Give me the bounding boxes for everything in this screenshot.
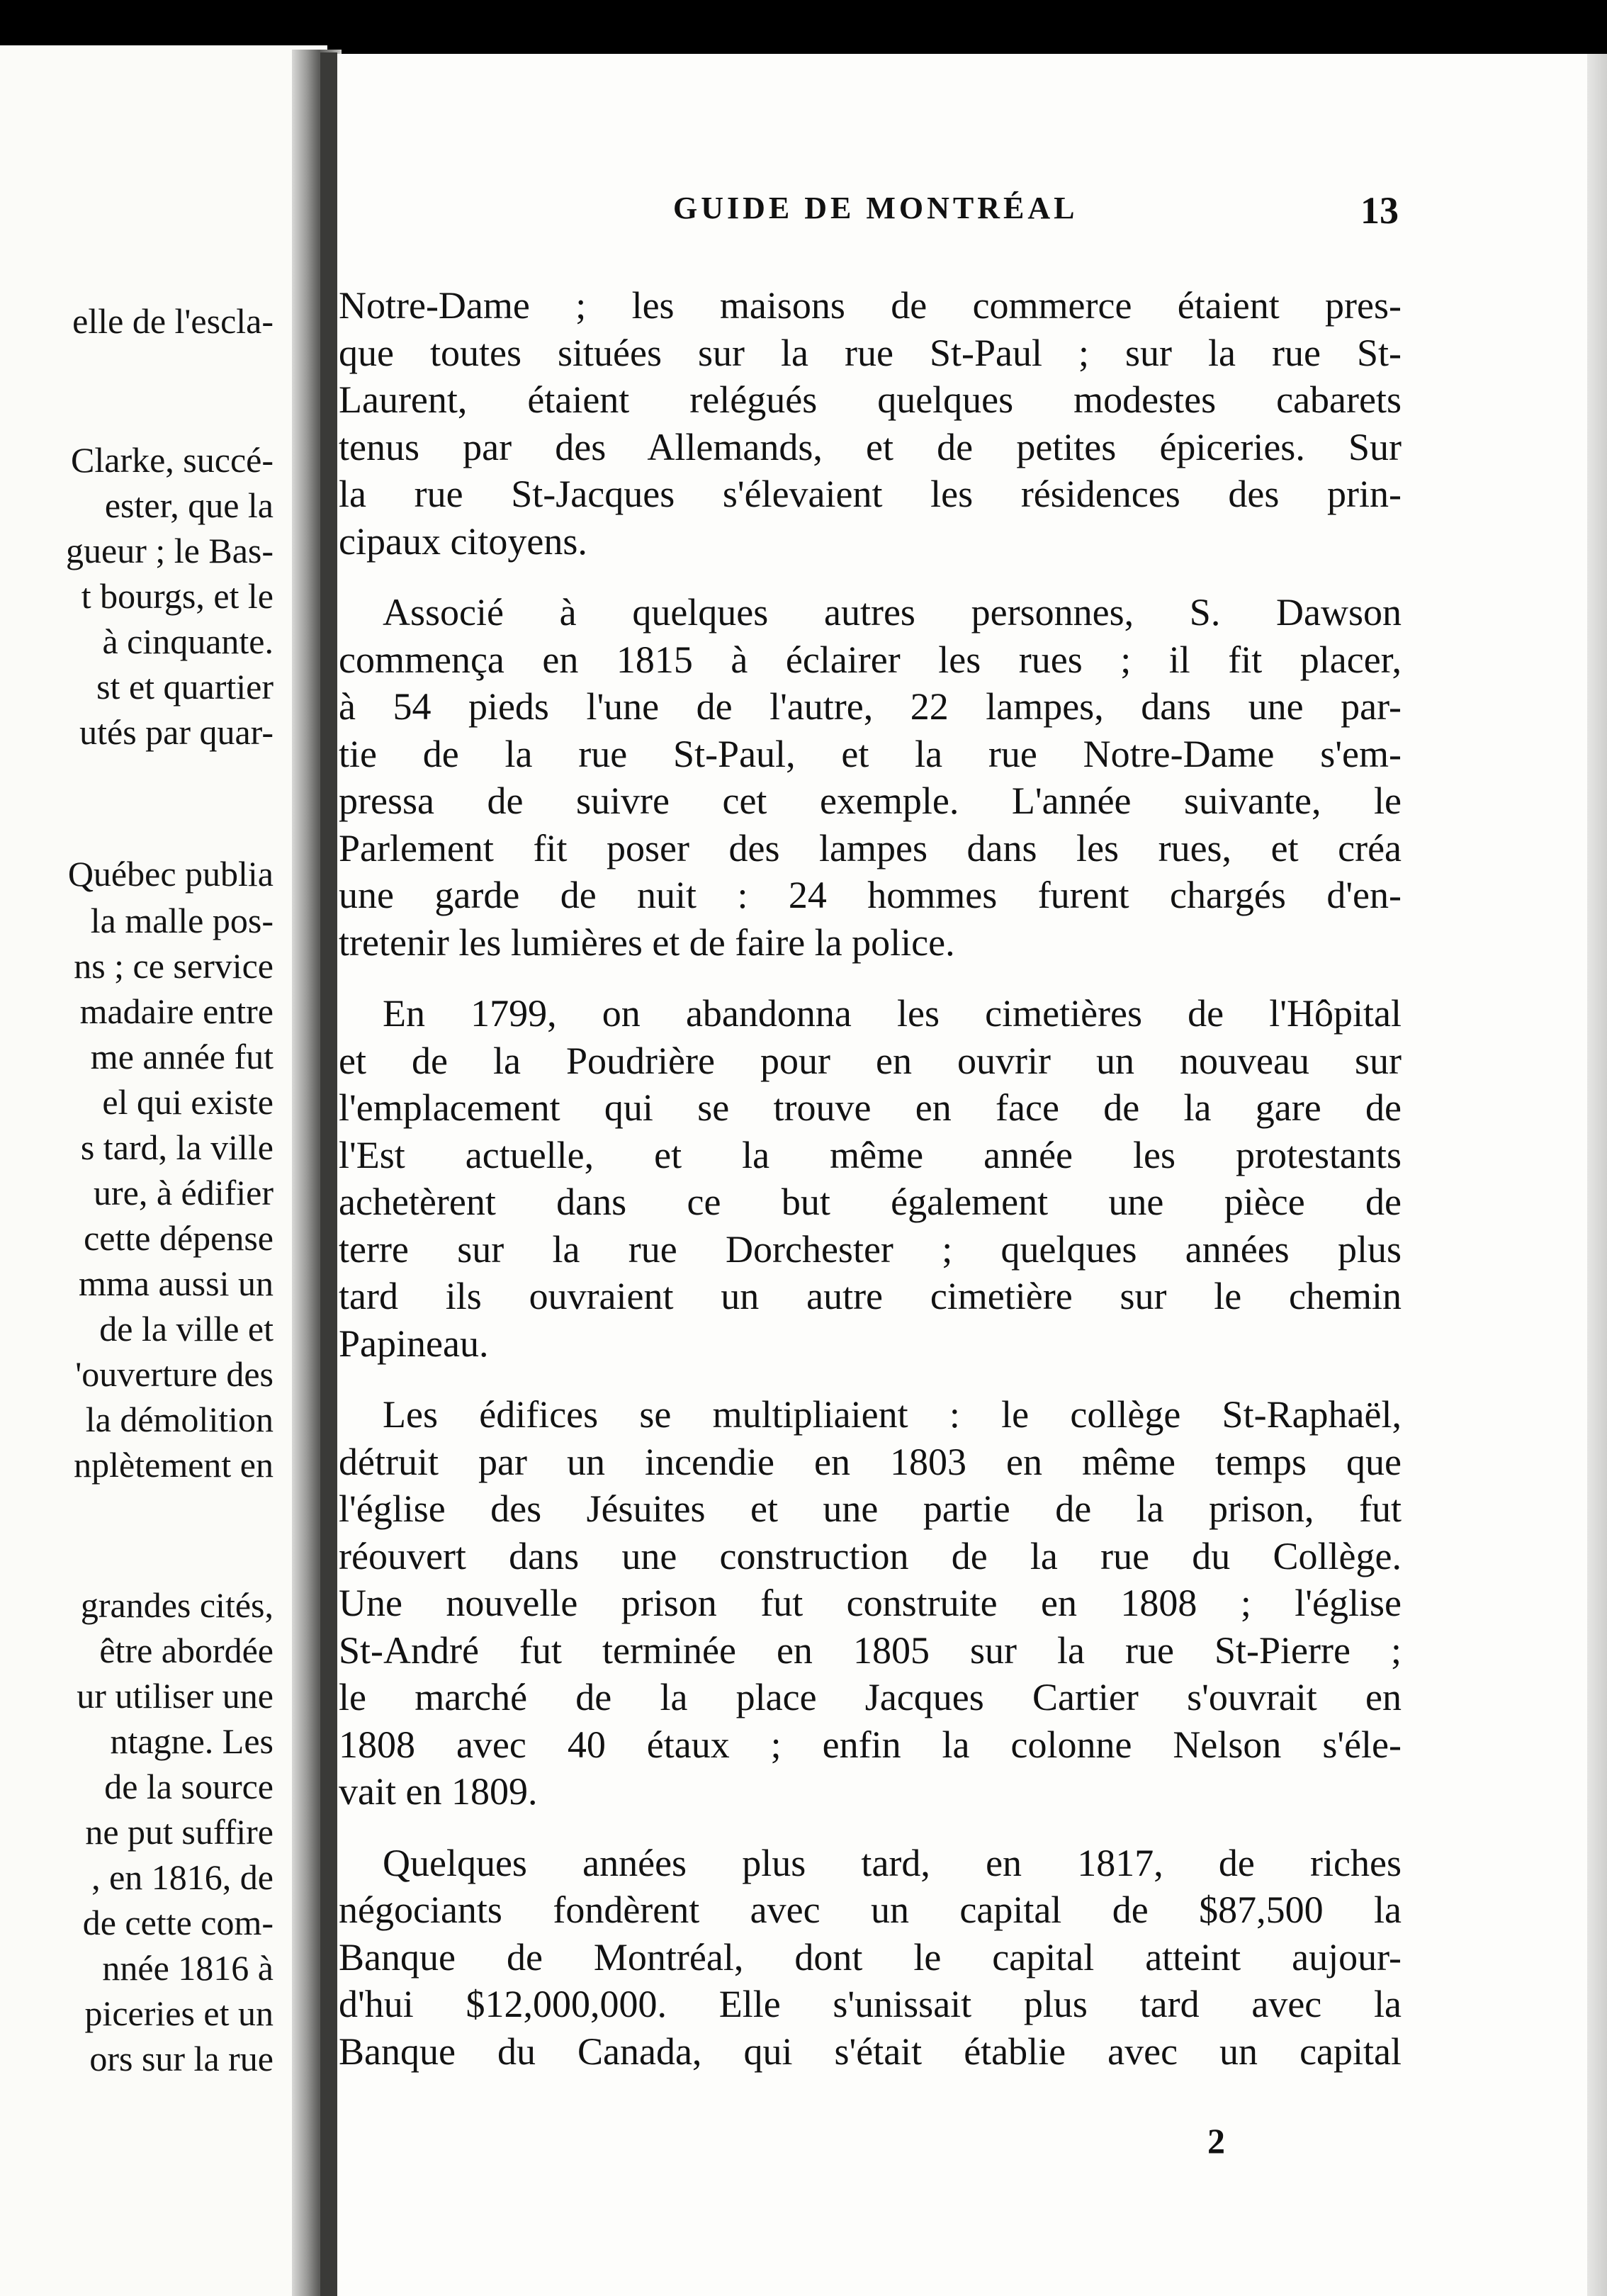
- left-page-line: s tard, la ville: [80, 1127, 274, 1167]
- text-line: et de la Poudrière pour en ouvrir un nouveau sur: [339, 1039, 1402, 1082]
- text-line: tenus par des Allemands, et de petites épiceries. Sur: [339, 425, 1402, 468]
- text-line: vait en 1809.: [339, 1770, 538, 1813]
- left-page-line: grandes cités,: [80, 1585, 274, 1625]
- text-line: négociants fondèrent avec un capital de $87,500 la: [339, 1889, 1402, 1931]
- text-line: Parlement fit poser des lampes dans les rues, et créa: [339, 826, 1402, 870]
- text-line: Banque du Canada, qui s'était établie avec un capital: [339, 2030, 1402, 2073]
- left-page-line: la malle pos-: [90, 901, 274, 940]
- body-text: [339, 282, 1402, 2099]
- text-line: tard ils ouvraient un autre cimetière sur le chemin: [339, 1275, 1402, 1317]
- text-line: 1808 avec 40 étaux ; enfin la colonne Nelson s'éle-: [339, 1723, 1402, 1766]
- left-page-line: utés par quar-: [79, 712, 274, 752]
- text-line: que toutes situées sur la rue St-Paul ; sur la rue St-: [339, 331, 1402, 374]
- left-page-line: être abordée: [99, 1631, 274, 1670]
- paragraph-1: [339, 282, 1402, 565]
- left-page-line: t bourgs, et le: [81, 576, 274, 616]
- text-line: Les édifices se multipliaient : le collège St-Raphaël,: [383, 1393, 1402, 1436]
- left-page-line: mma aussi un: [79, 1264, 274, 1303]
- left-page-line: ure, à édifier: [93, 1173, 274, 1212]
- left-page-line: de cette com-: [82, 1903, 274, 1942]
- left-page-line: de la source: [104, 1767, 274, 1806]
- text-line: d'hui $12,000,000. Elle s'unissait plus tard avec la: [339, 1983, 1402, 2025]
- text-line: terre sur la rue Dorchester ; quelques années plus: [339, 1227, 1402, 1271]
- left-page-line: nnée 1816 à: [102, 1948, 274, 1988]
- text-line: Notre-Dame ; les maisons de commerce étaient pres-: [339, 284, 1402, 327]
- text-line: Papineau.: [339, 1322, 489, 1365]
- binding-shadow: [320, 52, 337, 2296]
- paragraph-4: [339, 1391, 1402, 1816]
- left-page-line: 'ouverture des: [75, 1354, 274, 1394]
- text-line: l'Est actuelle, et la même année les protestants: [339, 1133, 1402, 1176]
- text-line: St-André fut terminée en 1805 sur la rue St-Pierre ;: [339, 1628, 1402, 1672]
- text-line: Laurent, étaient relégués quelques modestes cabarets: [339, 378, 1402, 421]
- left-page-line: ur utiliser une: [77, 1676, 274, 1716]
- paragraph-5: [339, 1840, 1402, 2076]
- left-page-line: ntagne. Les: [110, 1721, 274, 1761]
- text-line: tie de la rue St-Paul, et la rue Notre-Dame s'em-: [339, 732, 1402, 775]
- left-page-line: cette dépense: [84, 1218, 274, 1258]
- left-page-line: ester, que la: [104, 485, 274, 525]
- text-line: Associé à quelques autres personnes, S. Dawson: [383, 591, 1402, 634]
- signature-mark: 2: [1207, 2121, 1225, 2161]
- text-line: une garde de nuit : 24 hommes furent chargés d'en-: [339, 874, 1402, 916]
- text-line: l'emplacement qui se trouve en face de la gare de: [339, 1086, 1402, 1129]
- text-line: réouvert dans une construction de la rue du Collège.: [339, 1534, 1402, 1577]
- text-line: commença en 1815 à éclairer les rues ; il fit placer,: [339, 638, 1402, 681]
- text-line: la rue St-Jacques s'élevaient les résidences des prin-: [339, 473, 1402, 515]
- left-page-line: nplètement en: [74, 1445, 274, 1485]
- text-line: tretenir les lumières et de faire la police.: [339, 921, 955, 964]
- left-facing-page: [0, 45, 327, 2296]
- running-header-title: GUIDE DE MONTRÉAL: [673, 191, 1078, 225]
- left-page-line: gueur ; le Bas-: [66, 531, 274, 570]
- left-page-line: , en 1816, de: [91, 1857, 274, 1897]
- text-line: à 54 pieds l'une de l'autre, 22 lampes, dans une par-: [339, 685, 1402, 728]
- left-page-line: ns ; ce service: [74, 946, 274, 986]
- left-page-line: Québec publia: [67, 854, 274, 894]
- text-line: Quelques années plus tard, en 1817, de riches: [383, 1841, 1402, 1884]
- left-page-line: Clarke, succé-: [71, 440, 274, 480]
- left-page-line: el qui existe: [102, 1082, 274, 1122]
- text-line: pressa de suivre cet exemple. L'année suivante, le: [339, 780, 1402, 822]
- left-page-line: me année fut: [90, 1037, 274, 1076]
- text-line: achetèrent dans ce but également une pièce de: [339, 1181, 1402, 1223]
- left-page-line: à cinquante.: [102, 621, 274, 661]
- left-page-line: piceries et un: [84, 1993, 274, 2033]
- text-line: le marché de la place Jacques Cartier s'ouvrait en: [339, 1676, 1402, 1718]
- left-page-line: ors sur la rue: [89, 2039, 274, 2078]
- left-page-line: de la ville et: [99, 1309, 274, 1349]
- left-page-line: st et quartier: [96, 667, 274, 707]
- left-page-line: la démolition: [85, 1400, 274, 1439]
- paragraph-3: [339, 990, 1402, 1367]
- text-line: cipaux citoyens.: [339, 519, 587, 563]
- text-line: détruit par un incendie en 1803 en même temps que: [339, 1440, 1402, 1483]
- left-page-line: madaire entre: [79, 991, 274, 1031]
- left-page-line: ne put suffire: [85, 1812, 274, 1852]
- left-page-line: elle de l'escla-: [72, 301, 274, 341]
- text-line: Une nouvelle prison fut construite en 1808 ; l'église: [339, 1582, 1402, 1624]
- text-line: l'église des Jésuites et une partie de la prison, fut: [339, 1487, 1402, 1530]
- page-number: 13: [1360, 189, 1399, 232]
- paragraph-2: [339, 589, 1402, 966]
- page-edge: [1587, 54, 1607, 2296]
- text-line: Banque de Montréal, dont le capital atteint aujour-: [339, 1935, 1402, 1979]
- text-line: En 1799, on abandonna les cimetières de l'Hôpital: [383, 992, 1402, 1035]
